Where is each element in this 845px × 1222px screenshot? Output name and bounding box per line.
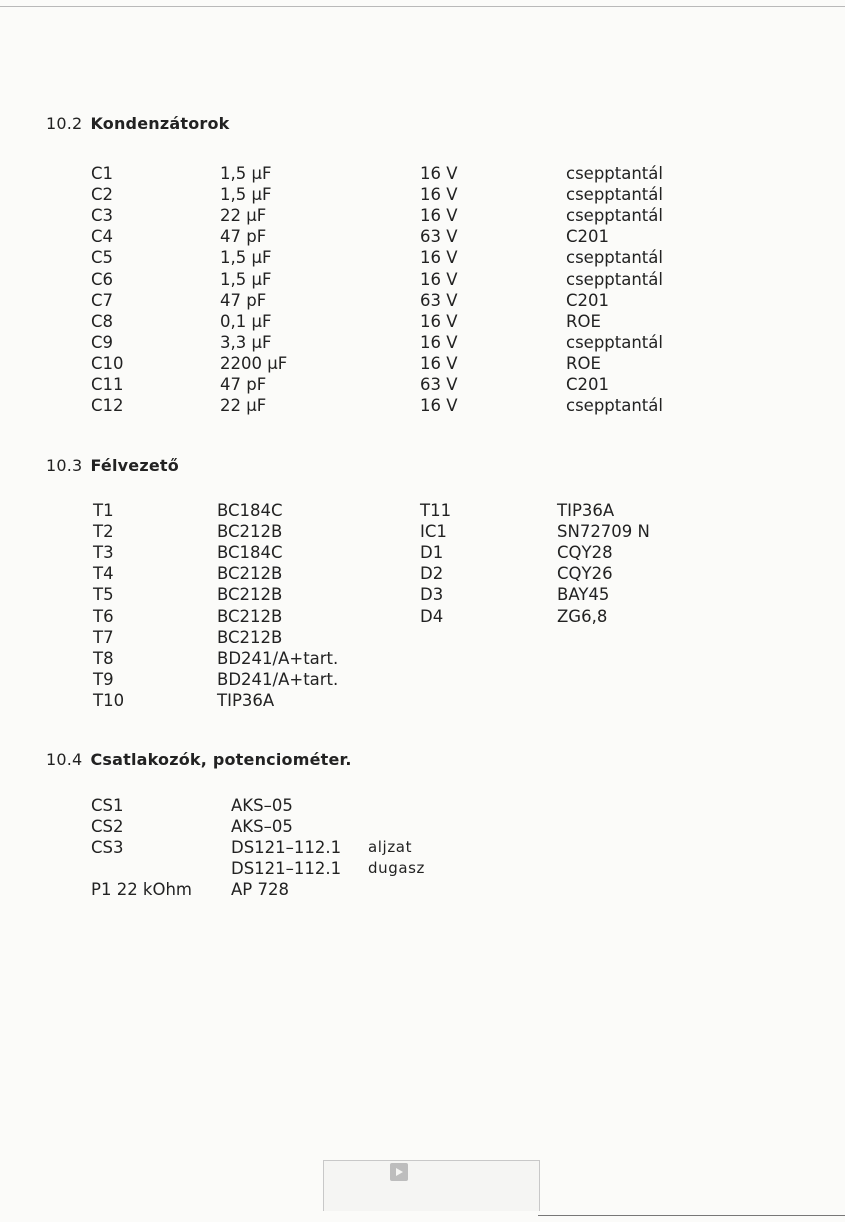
capacitance-value: 3,3 μF [220,332,272,352]
component-ref: P1 22 kOhm [91,880,193,900]
part-number: AKS–05 [231,817,293,837]
capacitor-type: csepptantál [566,269,663,289]
capacitance-value: 47 pF [220,375,267,394]
component-ref: T4 [93,564,114,584]
component-ref: D1 [420,543,444,563]
component-ref: D2 [420,564,444,584]
capacitance-value: 22 μF [220,396,267,416]
voltage-rating: 16 V [420,396,458,416]
table-row [0,690,845,711]
table-row [0,353,845,374]
capacitor-type: csepptantál [566,396,663,416]
voltage-rating: 16 V [420,248,458,268]
part-number: BC184C [217,543,283,563]
table-row [0,669,845,690]
voltage-rating: 16 V [420,269,458,289]
table-row [0,500,845,521]
section-name: Csatlakozók, potenciométer. [90,750,352,769]
section-name: Kondenzátorok [90,114,230,133]
capacitance-value: 1,5 μF [220,269,272,289]
table-row [0,521,845,542]
voltage-rating: 63 V [420,290,458,310]
table-row [0,816,845,837]
part-number: CQY28 [557,543,613,563]
table-row [0,858,845,879]
table-row [0,584,845,605]
part-number: TIP36A [217,690,275,710]
table-row [0,627,845,648]
capacitance-value: 1,5 μF [220,185,272,205]
voltage-rating: 16 V [420,311,458,331]
section-number: 10.2 [46,114,83,133]
part-number: BAY45 [557,585,610,605]
part-number: SN72709 N [557,522,650,542]
table-row [0,395,845,416]
capacitor-type: csepptantál [566,332,663,352]
component-ref: T5 [93,585,114,605]
table-row [0,163,845,184]
part-number: AP 728 [231,880,289,900]
component-ref: CS3 [91,838,124,858]
capacitor-type: C201 [566,227,610,247]
voltage-rating: 16 V [420,164,458,183]
component-ref: CS1 [91,796,124,815]
capacitance-value: 47 pF [220,227,267,247]
part-number: BC212B [217,522,283,542]
capacitance-value: 1,5 μF [220,248,272,268]
table-row [0,332,845,353]
component-ref: C6 [91,269,114,289]
part-number: BC212B [217,585,283,605]
component-ref: C3 [91,206,114,226]
part-number: AKS–05 [231,796,293,815]
section-title-kondenzatorok [46,114,230,133]
table-row [0,374,845,395]
capacitor-type: C201 [566,290,610,310]
table-row [0,837,845,858]
part-number: BC212B [217,627,283,647]
section-number: 10.3 [46,456,83,475]
section-number: 10.4 [46,750,83,769]
page-footer-box [323,1160,540,1211]
component-ref: C5 [91,248,114,268]
part-number: BC212B [217,564,283,584]
table-row [0,795,845,816]
capacitor-type: csepptantál [566,206,663,226]
component-ref: T8 [93,648,114,668]
part-number: BC184C [217,501,283,520]
component-ref: IC1 [420,522,447,542]
part-note: dugasz [368,859,426,878]
part-number: BD241/A+tart. [217,669,339,689]
film-emblem-icon [390,1163,408,1181]
table-row [0,184,845,205]
component-ref: T10 [93,690,125,710]
component-ref: C7 [91,290,114,310]
component-ref: T7 [93,627,114,647]
component-ref: C11 [91,375,124,394]
part-number: TIP36A [557,501,615,520]
component-ref: T2 [93,522,114,542]
component-ref: C10 [91,353,124,373]
component-ref: D3 [420,585,444,605]
page-top-edge [0,6,845,7]
voltage-rating: 16 V [420,332,458,352]
part-number: DS121–112.1 [231,838,342,858]
component-ref: C8 [91,311,114,331]
component-ref: C2 [91,185,114,205]
component-ref: T3 [93,543,114,563]
table-row [0,606,845,627]
capacitance-value: 47 pF [220,290,267,310]
capacitance-value: 2200 μF [220,353,288,373]
component-ref: T6 [93,606,114,626]
capacitor-type: csepptantál [566,248,663,268]
component-ref: T9 [93,669,114,689]
component-ref: C12 [91,396,124,416]
part-number: ZG6,8 [557,606,608,626]
component-ref: T1 [93,501,114,520]
capacitor-type: C201 [566,375,610,394]
table-row [0,879,845,900]
section-title-felvezeto [46,456,179,475]
capacitance-value: 0,1 μF [220,311,272,331]
component-ref: C9 [91,332,114,352]
voltage-rating: 63 V [420,227,458,247]
table-row [0,648,845,669]
table-row [0,542,845,563]
table-row [0,290,845,311]
table-row [0,311,845,332]
capacitance-value: 22 μF [220,206,267,226]
component-ref: C1 [91,164,114,183]
table-row [0,226,845,247]
section-title-csatlakozok [46,750,352,769]
section-name: Félvezető [90,456,179,475]
table-row [0,205,845,226]
capacitance-value: 1,5 μF [220,164,272,183]
voltage-rating: 16 V [420,206,458,226]
part-number: BD241/A+tart. [217,648,339,668]
table-row [0,269,845,290]
component-ref: D4 [420,606,444,626]
part-number: BC212B [217,606,283,626]
capacitor-type: csepptantál [566,185,663,205]
voltage-rating: 16 V [420,185,458,205]
capacitor-type: ROE [566,311,601,331]
component-ref: CS2 [91,817,124,837]
capacitor-type: csepptantál [566,164,663,183]
voltage-rating: 16 V [420,353,458,373]
part-number: CQY26 [557,564,613,584]
component-ref: T11 [420,501,452,520]
component-ref: C4 [91,227,114,247]
capacitor-type: ROE [566,353,601,373]
voltage-rating: 63 V [420,375,458,394]
table-row [0,563,845,584]
part-note: aljzat [368,838,413,857]
part-number: DS121–112.1 [231,859,342,879]
page-bottom-edge [538,1215,845,1216]
table-row [0,247,845,268]
